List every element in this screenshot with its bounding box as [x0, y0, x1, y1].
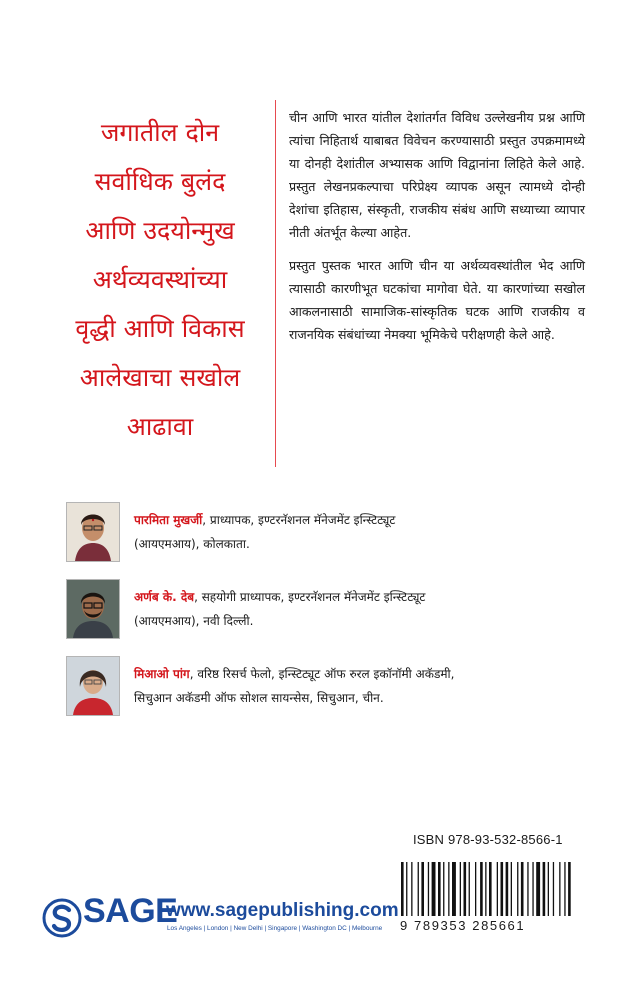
author-affiliation-cont: (आयएमआय), नवी दिल्ली. — [134, 614, 254, 628]
barcode-bar — [543, 862, 546, 916]
barcode-bar — [443, 862, 444, 916]
sage-logo-icon — [42, 898, 82, 938]
author-entry — [66, 502, 586, 572]
author-text — [134, 585, 594, 633]
tagline-line: आढावा — [126, 412, 194, 441]
author-affiliation: , प्राध्यापक, इण्टरनॅशनल मॅनेजमेंट इन्स्टिट्यूट — [202, 513, 396, 527]
publisher-name: SAGE — [83, 892, 178, 930]
barcode-bar — [517, 862, 518, 916]
barcode-bar — [511, 862, 512, 916]
description-paragraph: चीन आणि भारत यांतील देशांतर्गत विविध उल्लेखनीय प्रश्न आणि त्यांचा निहितार्थ याबाबत विवेचन करण्यासाठी प्रस्तुत उपक्रमामध्ये या दोनही देशांतील अभ्यासक आणि विद्वानांना लिहिते केले आहे. प्रस्तुत लेखनप्रकल्पाचा परिप्रेक्ष्य व्यापक असून त्यामध्ये दोन्ही देशांचा इतिहास, संस्कृती, राजकीय संबंध आणि सध्याच्या व्यापार नीती अंतर्भूत केल्या आहेत. — [289, 110, 585, 240]
tagline-line: जगातील दोन — [100, 118, 220, 147]
barcode-bar — [489, 862, 492, 916]
author-name: मिआओ पांग — [134, 667, 190, 681]
barcode-bar — [432, 862, 436, 916]
barcode-bar — [448, 862, 449, 916]
description-paragraph: प्रस्तुत पुस्तक भारत आणि चीन या अर्थव्यवस्थांतील भेद आणि त्यासाठी कारणीभूत घटकांचा मागोवा घेते. या कारणांच्या सखोल आकलनासाठी सामाजिक-सांस्कृतिक घटक आणि राजकीय व राजनयिक संबंधांच्या नेमक्या भूमिकेचे परीक्षणही केले आहे. — [289, 258, 585, 342]
tagline-line: सर्वाधिक बुलंद — [94, 167, 226, 196]
barcode-bar — [521, 862, 524, 916]
barcode-bar — [559, 862, 560, 916]
author-affiliation-cont: सिचुआन अकॅडमी ऑफ सोशल सायन्सेस, सिचुआन, चीन. — [134, 691, 384, 705]
barcode-bar — [438, 862, 441, 916]
barcode-digits: 9 789353 285661 — [400, 918, 526, 933]
publisher-url[interactable]: www.sagepublishing.com — [166, 900, 399, 921]
author-text — [134, 662, 594, 710]
author-affiliation: , वरिष्ठ रिसर्च फेलो, इन्स्टिट्यूट ऑफ रुरल इकॉनॉमी अकॅडमी, — [189, 667, 455, 681]
barcode-bar — [401, 862, 404, 916]
barcode-bar — [553, 862, 554, 916]
barcode-bar — [532, 862, 533, 916]
barcode-bar — [480, 862, 483, 916]
barcode-bar — [421, 862, 424, 916]
barcode-bar — [428, 862, 429, 916]
author-name: अर्णब के. देब — [134, 590, 195, 604]
barcode-bar — [452, 862, 456, 916]
author-photo — [66, 502, 120, 562]
tagline-line: आणि उदयोन्मुख — [85, 216, 235, 245]
author-photo — [66, 656, 120, 716]
barcode-bar — [469, 862, 470, 916]
barcode-bar — [418, 862, 419, 916]
barcode-bar — [460, 862, 461, 916]
author-photo — [66, 579, 120, 639]
author-text — [134, 508, 594, 556]
barcode-bar — [485, 862, 486, 916]
isbn-label: ISBN 978-93-532-8566-1 — [413, 832, 563, 847]
barcode-bar — [536, 862, 540, 916]
barcode-bar — [475, 862, 476, 916]
barcode-bar — [548, 862, 549, 916]
barcode-bar — [497, 862, 498, 916]
barcode-bar — [568, 862, 571, 916]
book-description — [289, 106, 585, 356]
barcode-bar — [411, 862, 412, 916]
author-entry — [66, 579, 586, 649]
author-entry — [66, 656, 586, 726]
barcode-bar — [501, 862, 504, 916]
author-affiliation-cont: (आयएमआय), कोलकाता. — [134, 537, 250, 551]
barcode-bar — [464, 862, 467, 916]
author-affiliation: , सहयोगी प्राध्यापक, इण्टरनॅशनल मॅनेजमेंट इन्स्टिट्यूट — [194, 590, 426, 604]
barcode-bar — [406, 862, 407, 916]
publisher-cities: Los Angeles | London | New Delhi | Singapore | Washington DC | Melbourne — [167, 925, 383, 932]
vertical-divider — [275, 100, 276, 467]
barcode-bar — [564, 862, 565, 916]
tagline-line: अर्थव्यवस्थांच्या — [92, 265, 228, 294]
tagline — [60, 108, 260, 451]
isbn-barcode — [401, 862, 587, 920]
tagline-line: आलेखाचा सखोल — [79, 363, 241, 392]
barcode-bar — [527, 862, 528, 916]
author-name: पारमिता मुखर्जी — [134, 513, 203, 527]
barcode-bar — [506, 862, 509, 916]
tagline-line: वृद्धी आणि विकास — [75, 314, 245, 343]
